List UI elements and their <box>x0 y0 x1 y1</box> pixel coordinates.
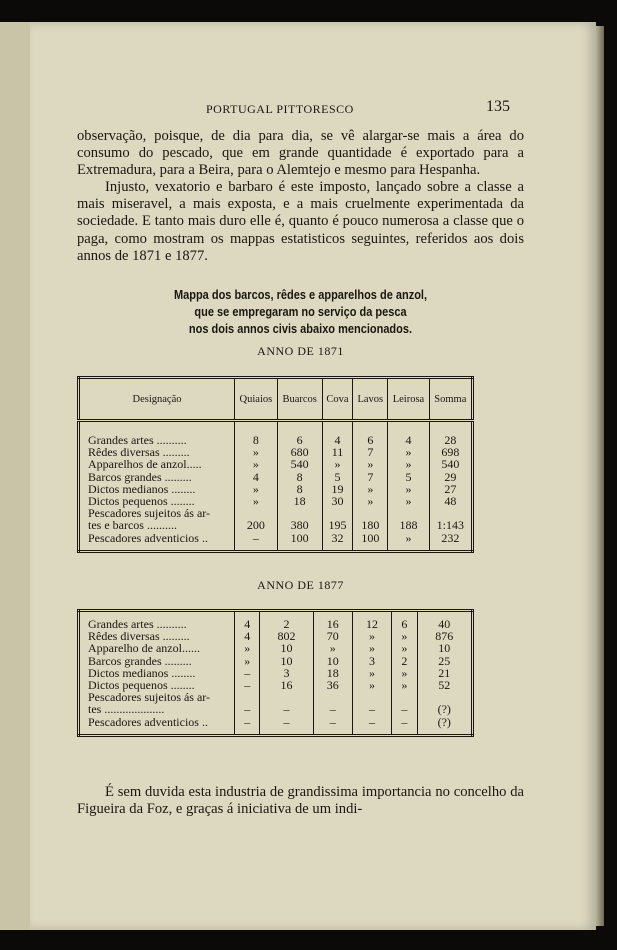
table-caption <box>104 287 497 338</box>
row-label: Pescadores sujeitos ás ar- <box>88 690 211 705</box>
table-cell: 7 <box>353 446 388 458</box>
table-cell: 5 <box>388 471 429 483</box>
table-cell: » <box>392 630 417 642</box>
table-cell: – <box>235 703 260 715</box>
table-cell: 28 <box>429 434 472 446</box>
table-cell: » <box>353 495 388 507</box>
spacer-row <box>79 544 473 552</box>
table-cell: 32 <box>322 532 353 544</box>
table-cell: » <box>392 667 417 679</box>
table-cell: » <box>322 458 353 470</box>
table-row <box>79 703 473 715</box>
table-cell: » <box>388 495 429 507</box>
table-row <box>79 655 473 667</box>
table-cell: – <box>235 667 260 679</box>
table-cell: 10 <box>260 655 313 667</box>
table-cell: » <box>235 642 260 654</box>
column-header: Designação <box>79 378 235 421</box>
table-cell: 5 <box>322 471 353 483</box>
table-row <box>79 458 473 470</box>
table-cell: 4 <box>235 471 278 483</box>
column-header: Buarcos <box>277 378 322 421</box>
table-cell: 7 <box>353 471 388 483</box>
table-cell: – <box>313 716 352 728</box>
table-cell: » <box>235 495 278 507</box>
table-cell: 380 <box>277 519 322 531</box>
table-cell: (?) <box>417 716 472 728</box>
table-cell: 4 <box>388 434 429 446</box>
table-cell: 8 <box>235 434 278 446</box>
table-cell: – <box>392 703 417 715</box>
caption-line-3: nos dois annos civis abaixo mencionados. <box>188 322 413 336</box>
table-cell: 680 <box>277 446 322 458</box>
row-label: Barcos grandes ......... <box>88 469 192 484</box>
table-cell: 3 <box>352 655 391 667</box>
table-cell: – <box>352 703 391 715</box>
row-label: tes .................... <box>88 702 165 717</box>
table-cell: 40 <box>417 618 472 630</box>
paragraph-tax: Injusto, vexatorio e barbaro é este imposto, lançado sobre a classe a mais miseravel, a mais exposta, e a mais cruelmente experimentada da sociedade. E tanto mais duro elle é, quanto é pouco numerosa a classe que o paga, como mostram os mappas estatisticos seguintes, referidos aos dois annos de 1871 e 1877. <box>77 179 524 264</box>
table-cell: – <box>235 532 278 544</box>
table-cell: – <box>392 716 417 728</box>
table-cell: – <box>235 716 260 728</box>
table-cell: » <box>313 642 352 654</box>
table-cell: 4 <box>235 630 260 642</box>
table-cell: 52 <box>417 679 472 691</box>
page-fore-edge <box>596 26 604 926</box>
table-cell: 2 <box>392 655 417 667</box>
column-header: Lavos <box>353 378 388 421</box>
table-cell: 698 <box>429 446 472 458</box>
row-label: Dictos medianos ........ <box>88 481 196 496</box>
row-label: Pescadores adventicios .. <box>88 530 208 545</box>
table-cell: – <box>260 716 313 728</box>
table-cell: 540 <box>429 458 472 470</box>
row-label: tes e barcos .......... <box>88 518 177 533</box>
table-cell: 21 <box>417 667 472 679</box>
page-header <box>30 100 596 120</box>
table-cell: 876 <box>417 630 472 642</box>
row-label: Dictos medianos ........ <box>88 665 196 680</box>
row-label: Grandes artes .......... <box>88 617 187 631</box>
table-cell: 10 <box>417 642 472 654</box>
year-heading-1871: ANNO DE 1871 <box>257 344 344 358</box>
table-cell: 2 <box>260 618 313 630</box>
table-cell: » <box>388 458 429 470</box>
table-cell: » <box>352 667 391 679</box>
table-cell: – <box>260 703 313 715</box>
table-cell: » <box>352 679 391 691</box>
table-cell: 16 <box>260 679 313 691</box>
table-cell: » <box>392 679 417 691</box>
row-label: Barcos grandes ......... <box>88 653 192 668</box>
table-cell: 30 <box>322 495 353 507</box>
caption-line-2: que se empregaram no serviço da pesca <box>194 305 407 319</box>
table-cell: 18 <box>313 667 352 679</box>
table-cell: 12 <box>352 618 391 630</box>
table-cell: 19 <box>322 483 353 495</box>
table-cell: 195 <box>322 519 353 531</box>
row-label: Pescadores sujeitos ás ar- <box>88 506 211 521</box>
table-cell: 1:143 <box>429 519 472 531</box>
table-cell: » <box>235 446 278 458</box>
table-cell: 11 <box>322 446 353 458</box>
table-cell: 180 <box>353 519 388 531</box>
row-label: Rêdes diversas ......... <box>88 629 190 644</box>
table-1877 <box>77 609 474 737</box>
table-row <box>79 519 473 531</box>
paragraph-figueira: É sem duvida esta industria de grandissima importancia no concelho da Figueira da Foz, e graças á iniciativa de um indi- <box>77 784 524 818</box>
table-cell: » <box>388 532 429 544</box>
table-cell: – <box>352 716 391 728</box>
table-cell: 4 <box>235 618 260 630</box>
row-label: Grandes artes .......... <box>88 433 187 447</box>
book-page <box>30 22 596 930</box>
year-heading-1877: ANNO DE 1877 <box>257 578 344 592</box>
table-header-row <box>79 378 473 421</box>
table-cell: » <box>388 446 429 458</box>
table-cell: 70 <box>313 630 352 642</box>
column-header: Somma <box>429 378 472 421</box>
row-label: Pescadores adventicios .. <box>88 714 208 729</box>
page-number: 135 <box>486 98 510 115</box>
row-label: Apparelho de anzol...... <box>88 641 200 656</box>
caption-line-1: Mappa dos barcos, rêdes e apparelhos de anzol, <box>173 288 428 302</box>
table-cell: » <box>392 642 417 654</box>
table-row <box>79 532 473 544</box>
table-cell: » <box>388 483 429 495</box>
table-cell: – <box>235 679 260 691</box>
table-1871 <box>77 376 474 553</box>
table-cell: » <box>352 642 391 654</box>
table-row <box>79 716 473 728</box>
table-cell: 100 <box>277 532 322 544</box>
table-cell: 3 <box>260 667 313 679</box>
table-body <box>79 611 473 736</box>
table-cell: 29 <box>429 471 472 483</box>
table-row <box>79 642 473 654</box>
row-label: Dictos pequenos ........ <box>88 494 195 509</box>
table-body <box>79 421 473 552</box>
table-cell: 10 <box>313 655 352 667</box>
table-cell: » <box>235 483 278 495</box>
table-cell: 18 <box>277 495 322 507</box>
running-title: PORTUGAL PITTORESCO <box>206 102 354 116</box>
table-cell: 188 <box>388 519 429 531</box>
table-cell: – <box>313 703 352 715</box>
row-label: Rêdes diversas ......... <box>88 445 190 460</box>
table-cell: (?) <box>417 703 472 715</box>
table-cell: 232 <box>429 532 472 544</box>
table-cell: 6 <box>277 434 322 446</box>
table-cell: 48 <box>429 495 472 507</box>
table-cell: » <box>352 630 391 642</box>
spacer-row <box>79 728 473 736</box>
table-cell: 10 <box>260 642 313 654</box>
table-cell: 16 <box>313 618 352 630</box>
table-cell: » <box>235 458 278 470</box>
row-label: Apparelhos de anzol..... <box>88 457 202 472</box>
table-cell: » <box>235 655 260 667</box>
facing-page-edge <box>0 22 32 930</box>
table-cell: 100 <box>353 532 388 544</box>
row-label: Dictos pequenos ........ <box>88 678 195 693</box>
table-cell: 8 <box>277 483 322 495</box>
paragraph-continuation: observação, poisque, de dia para dia, se vê alargar-se mais a área do consumo do pescado, que em grande quantidade é exportado para a Extremadura, para a Beira, para o Alemtejo e mesmo para Hespanha. <box>77 128 524 179</box>
spacer-row <box>79 421 473 435</box>
table-cell: 200 <box>235 519 278 531</box>
table-cell: 36 <box>313 679 352 691</box>
table-cell: 6 <box>392 618 417 630</box>
column-header: Quiaios <box>235 378 278 421</box>
table-cell: 6 <box>353 434 388 446</box>
column-header: Leirosa <box>388 378 429 421</box>
table-cell: » <box>353 483 388 495</box>
table-cell: » <box>353 458 388 470</box>
column-header: Cova <box>322 378 353 421</box>
table-cell: 8 <box>277 471 322 483</box>
table-cell: 802 <box>260 630 313 642</box>
table-cell: 25 <box>417 655 472 667</box>
table-cell: 540 <box>277 458 322 470</box>
table-cell: 4 <box>322 434 353 446</box>
table-cell: 27 <box>429 483 472 495</box>
table-row <box>79 471 473 483</box>
